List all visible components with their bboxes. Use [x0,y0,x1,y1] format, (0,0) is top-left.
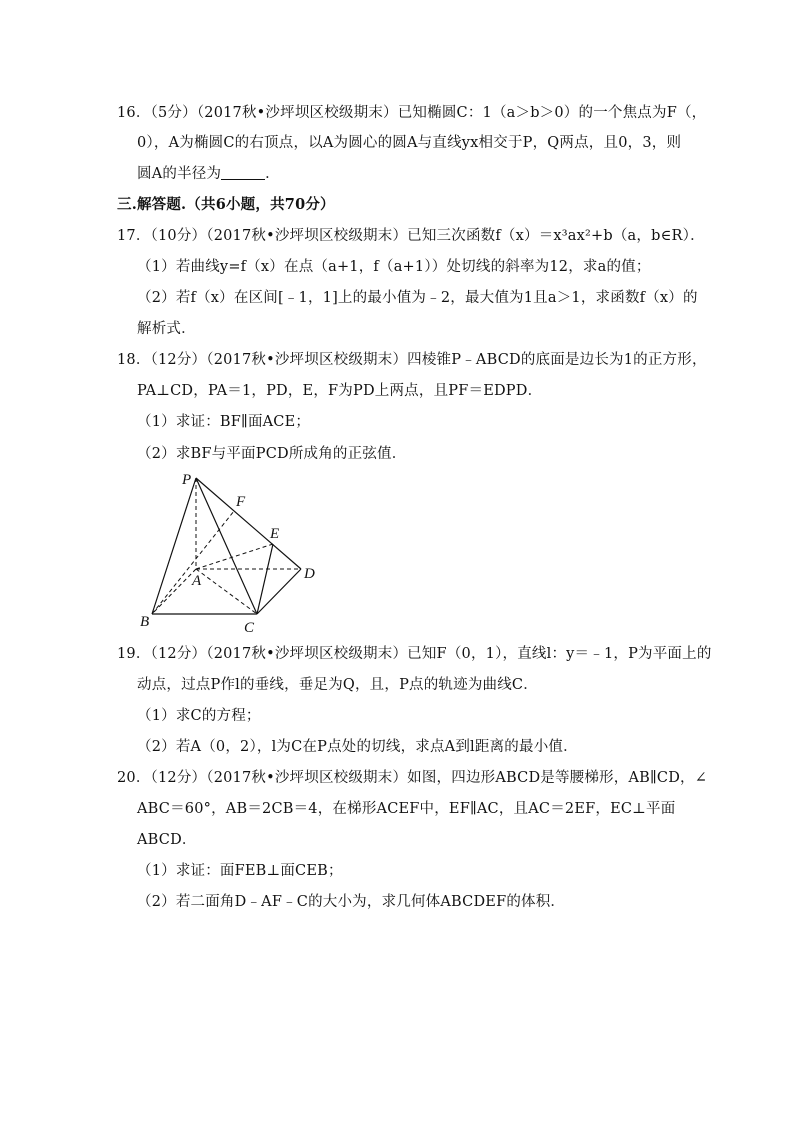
q20-line-1: 20．（12分）（2017秋•沙坪坝区校级期末）如图，四边形ABCD是等腰梯形，AB∥CD，∠ [117,770,708,786]
q16-line-2: 0），A为椭圆C的右顶点，以A为圆心的圆A与直线yx相交于P，Q两点，且0，3，则 [137,135,682,151]
edge-BF [152,511,234,614]
q20-line-5: （2）若二面角D﹣AF﹣C的大小为，求几何体ABCDEF的体积． [137,894,566,910]
edge-PB [152,478,196,614]
edge-AB [152,569,196,614]
label-F: F [236,494,246,510]
q18-line-2: PA⊥CD，PA＝1，PD，E，F为PD上两点，且PF＝EDPD． [137,383,543,399]
edge-CD [257,569,301,614]
q20-line-3: ABCD． [137,832,197,848]
q18-line-1: 18．（12分）（2017秋•沙坪坝区校级期末）四棱锥P﹣ABCD的底面是边长为1的正方形， [117,352,707,368]
q16-line-3-end: ． [265,166,280,182]
edge-AC [196,569,257,614]
pyramid-figure [130,468,330,638]
q16-line-3 [137,164,280,184]
label-P: P [182,472,192,488]
q16-line-1: 16．（5分）（2017秋•沙坪坝区校级期末）已知椭圆C：1（a＞b＞0）的一个焦点为F（， [117,105,707,121]
q19-line-4: （2）若A（0，2），l为C在P点处的切线，求点A到l距离的最小值． [137,739,578,755]
edge-PD [196,478,301,569]
answer-blank [221,165,265,180]
edge-PC [196,478,257,614]
q17-line-1: 17．（10分）（2017秋•沙坪坝区校级期末）已知三次函数f（x）＝x³ax²+b（a，b∈R）． [117,228,705,244]
q17-line-4: 解析式． [137,321,196,337]
section-heading: 三.解答题.（共6小题，共70分） [117,196,335,213]
q17-line-3: （2）若f（x）在区间[﹣1，1]上的最小值为﹣2，最大值为1且a＞1，求函数f（x）的 [137,290,698,306]
label-D: D [304,566,315,582]
q20-line-2: ABC＝60°，AB＝2CB＝4，在梯形ACEF中，EF∥AC，且AC＝2EF，EC⊥平面 [137,801,676,817]
q18-line-3: （1）求证：BF∥面ACE； [137,414,311,430]
q17-line-2: （1）若曲线y=f（x）在点（a+1，f（a+1））处切线的斜率为12，求a的值； [137,259,651,275]
label-A: A [192,573,202,589]
q19-line-3: （1）求C的方程； [137,708,261,724]
q16-line-3-text: 圆A的半径为 [137,166,222,182]
q18-line-4: （2）求BF与平面PCD所成角的正弦值． [137,446,407,462]
label-E: E [270,526,280,542]
q20-line-4: （1）求证：面FEB⊥面CEB； [137,863,343,879]
q19-line-2: 动点，过点P作l的垂线，垂足为Q，且，P点的轨迹为曲线C． [137,677,538,693]
edge-CE [257,544,273,614]
q19-line-1: 19．（12分）（2017秋•沙坪坝区校级期末）已知F（0，1），直线l：y＝﹣1，P为平面上的 [117,646,712,662]
label-B: B [140,614,150,630]
label-C: C [244,620,255,636]
